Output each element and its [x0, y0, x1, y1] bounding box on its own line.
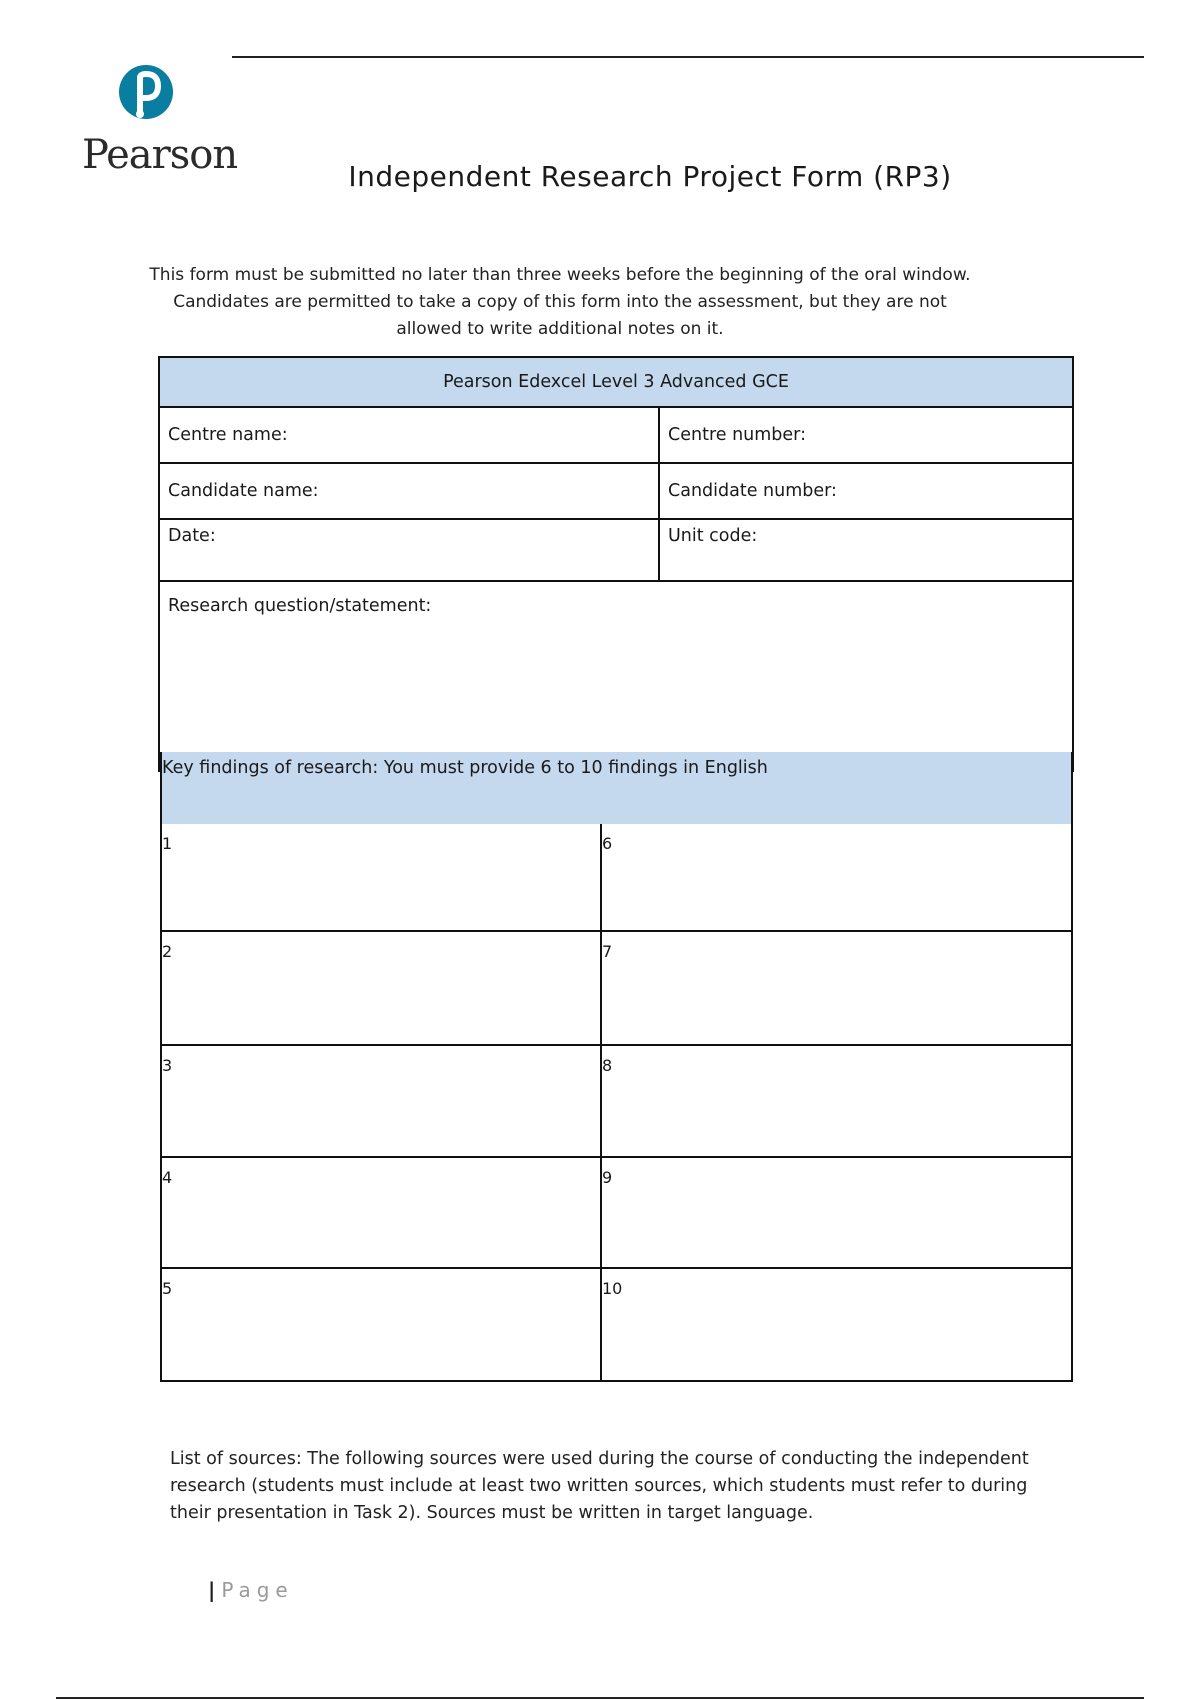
finding-cell-4[interactable]: 4 — [162, 1156, 600, 1267]
qualification-header: Pearson Edexcel Level 3 Advanced GCE — [159, 357, 1073, 407]
pearson-wordmark: Pearson — [82, 132, 238, 178]
finding-cell-3[interactable]: 3 — [162, 1044, 600, 1156]
intro-line: This form must be submitted no later than three weeks before the beginning of the oral window. — [149, 265, 971, 285]
page-footer — [208, 1578, 294, 1602]
top-rule — [232, 56, 1144, 58]
sources-line: their presentation in Task 2). Sources must be written in target language. — [170, 1503, 814, 1523]
findings-section — [160, 752, 1073, 1382]
findings-header: Key findings of research: You must provide 6 to 10 findings in English — [162, 752, 1071, 824]
finding-cell-10[interactable]: 10 — [600, 1267, 1071, 1380]
finding-cell-8[interactable]: 8 — [600, 1044, 1071, 1156]
sources-line: List of sources: The following sources were used during the course of conducting the independent — [170, 1449, 1029, 1469]
finding-cell-5[interactable]: 5 — [162, 1267, 600, 1380]
finding-cell-6[interactable]: 6 — [600, 824, 1071, 930]
centre-number-field[interactable]: Centre number: — [659, 407, 1073, 463]
candidate-name-field[interactable]: Candidate name: — [159, 463, 659, 519]
page-label: Page — [221, 1578, 294, 1602]
unit-code-field[interactable]: Unit code: — [659, 519, 1073, 581]
finding-cell-9[interactable]: 9 — [600, 1156, 1071, 1267]
finding-cell-7[interactable]: 7 — [600, 930, 1071, 1044]
candidate-number-field[interactable]: Candidate number: — [659, 463, 1073, 519]
bottom-rule — [56, 1697, 1144, 1699]
research-question-field[interactable]: Research question/statement: — [159, 581, 1073, 771]
info-table — [158, 356, 1074, 772]
pearson-p-icon — [118, 62, 174, 132]
intro-line: Candidates are permitted to take a copy of this form into the assessment, but they are not — [173, 292, 947, 312]
finding-cell-2[interactable]: 2 — [162, 930, 600, 1044]
intro-text — [120, 262, 1000, 343]
sources-text — [170, 1446, 1030, 1527]
intro-line: allowed to write additional notes on it. — [396, 319, 724, 339]
date-field[interactable]: Date: — [159, 519, 659, 581]
sources-line: research (students must include at least two written sources, which students must refer to during — [170, 1476, 1028, 1496]
page-title: Independent Research Project Form (RP3) — [348, 160, 952, 193]
finding-cell-1[interactable]: 1 — [162, 834, 173, 853]
footer-bar: | — [208, 1578, 216, 1602]
centre-name-field[interactable]: Centre name: — [159, 407, 659, 463]
findings-grid — [162, 824, 1071, 1380]
